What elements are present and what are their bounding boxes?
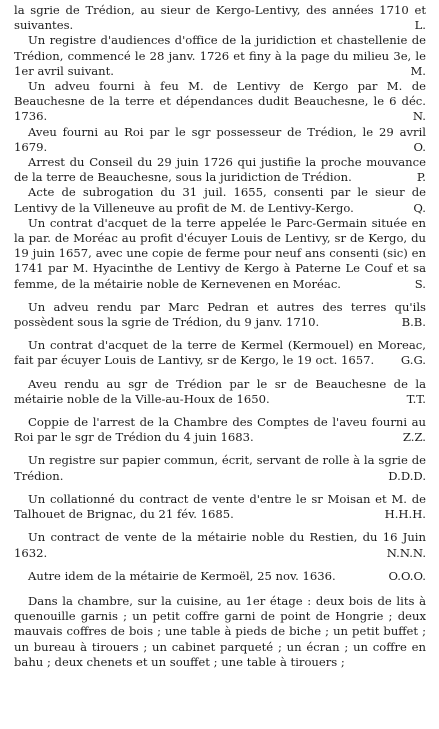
entry-code: M. [410, 63, 426, 78]
inventory-entry [14, 338, 426, 368]
entry-code: P. [416, 170, 426, 185]
entry-text: Un contrat d'acquet de la terre appelée le Parc-Germain située en la par. de Moréac au profit d'écuyer Louis de Lentivy, sr de Kergo, du 19 juin 1657, avec une copie de ferme pour neuf ans consenti (sic) en 1741 par M. Hyacinthe de Lentivy de Kergo à Paterne Le Couf et sa femme, de la métairie noble de Kernevenen en Moréac. [14, 215, 426, 291]
entry-code: L. [414, 18, 426, 33]
inventory-entry [14, 125, 426, 155]
inventory-entries [14, 3, 426, 584]
entry-text: Aveu fourni au Roi par le sgr possesseur de Trédion, le 29 avril 1679. [14, 124, 426, 154]
closing-paragraph: Dans la chambre, sur la cuisine, au 1er étage : deux bois de lits à quenouille garnis ; un petit coffre garni de point de Hongrie ; deux mauvais coffres de bois ; une table à pieds de biche ; un petit buffet ; un bureau à tirouers ; un cabinet parqueté ; un écran ; un coffre en bahu ; deux chenets et un souffet ; une table à tirouers ; [14, 593, 426, 669]
inventory-entry [14, 216, 426, 292]
entry-code: Z.Z. [402, 430, 426, 445]
inventory-entry [14, 492, 426, 522]
entry-code: H.H.H. [384, 507, 426, 522]
entry-text: Un adveu fourni à feu M. de Lentivy de Kergo par M. de Beauchesne de la terre et dépendances dudit Beauchesne, le 6 déc. 1736. [14, 79, 426, 124]
inventory-entry [14, 33, 426, 79]
entry-code: Q. [413, 200, 426, 215]
entry-code: O.O.O. [388, 568, 426, 583]
entry-code: T.T. [406, 391, 426, 406]
entry-text: Un contrat d'acquet de la terre de Kermel (Kermouel) en Moreac, fait par écuyer Louis de Lantivy, sr de Kergo, le 19 oct. 1657. [14, 338, 426, 368]
entry-text: Un contract de vente de la métairie noble du Restien, du 16 Juin 1632. [14, 530, 426, 560]
entry-text: Aveu rendu au sgr de Trédion par le sr de Beauchesne de la métairie noble de la Ville-au-Houx de 1650. [14, 376, 426, 406]
entry-code: S. [414, 276, 426, 291]
inventory-entry [14, 79, 426, 125]
entry-text: Un collationné du contract de vente d'entre le sr Moisan et M. de Talhouet de Brignac, du 21 fév. 1685. [14, 491, 426, 522]
inventory-entry [14, 377, 426, 407]
entry-text: Un registre d'audiences d'office de la juridiction et chastellenie de Trédion, commencé le 28 janv. 1726 et finy à la page du milieu 3e, le 1er avril suivant. [14, 33, 426, 78]
entry-text: Acte de subrogation du 31 juil. 1655, consenti par le sieur de Lentivy de la Villeneuve au profit de M. de Lentivy-Kergo. [14, 185, 426, 215]
entry-text: Un adveu rendu par Marc Pedran et autres des terres qu'ils possèdent sous la sgrie de Trédion, du 9 janv. 1710. [14, 299, 426, 330]
entry-code: D.D.D. [388, 468, 426, 483]
inventory-entry [14, 453, 426, 483]
entry-code: O. [413, 139, 426, 154]
inventory-entry [14, 569, 426, 584]
entry-code: N. [412, 109, 426, 124]
entry-text: Autre idem de la métairie de Kermoël, 25 nov. 1636. [28, 568, 336, 583]
entry-text: Arrest du Conseil du 29 juin 1726 qui justifie la proche mouvance de la terre de Beauchesne, sous la juridiction de Trédion. [14, 155, 426, 185]
entry-code: N.N.N. [386, 545, 426, 560]
entry-text: Coppie de l'arrest de la Chambre des Comptes de l'aveu fourni au Roi par le sgr de Trédion du 4 juin 1683. [14, 415, 426, 445]
inventory-entry [14, 3, 426, 33]
inventory-entry [14, 415, 426, 445]
inventory-entry [14, 300, 426, 330]
entry-code: G.G. [400, 353, 426, 368]
inventory-entry [14, 155, 426, 185]
entry-text: Un registre sur papier commun, écrit, servant de rolle à la sgrie de Trédion. [14, 453, 426, 483]
entry-code: B.B. [401, 315, 426, 330]
inventory-entry [14, 185, 426, 215]
entry-text: la sgrie de Trédion, au sieur de Kergo-Lentivy, des années 1710 et suivantes. [14, 3, 426, 33]
inventory-entry [14, 530, 426, 560]
